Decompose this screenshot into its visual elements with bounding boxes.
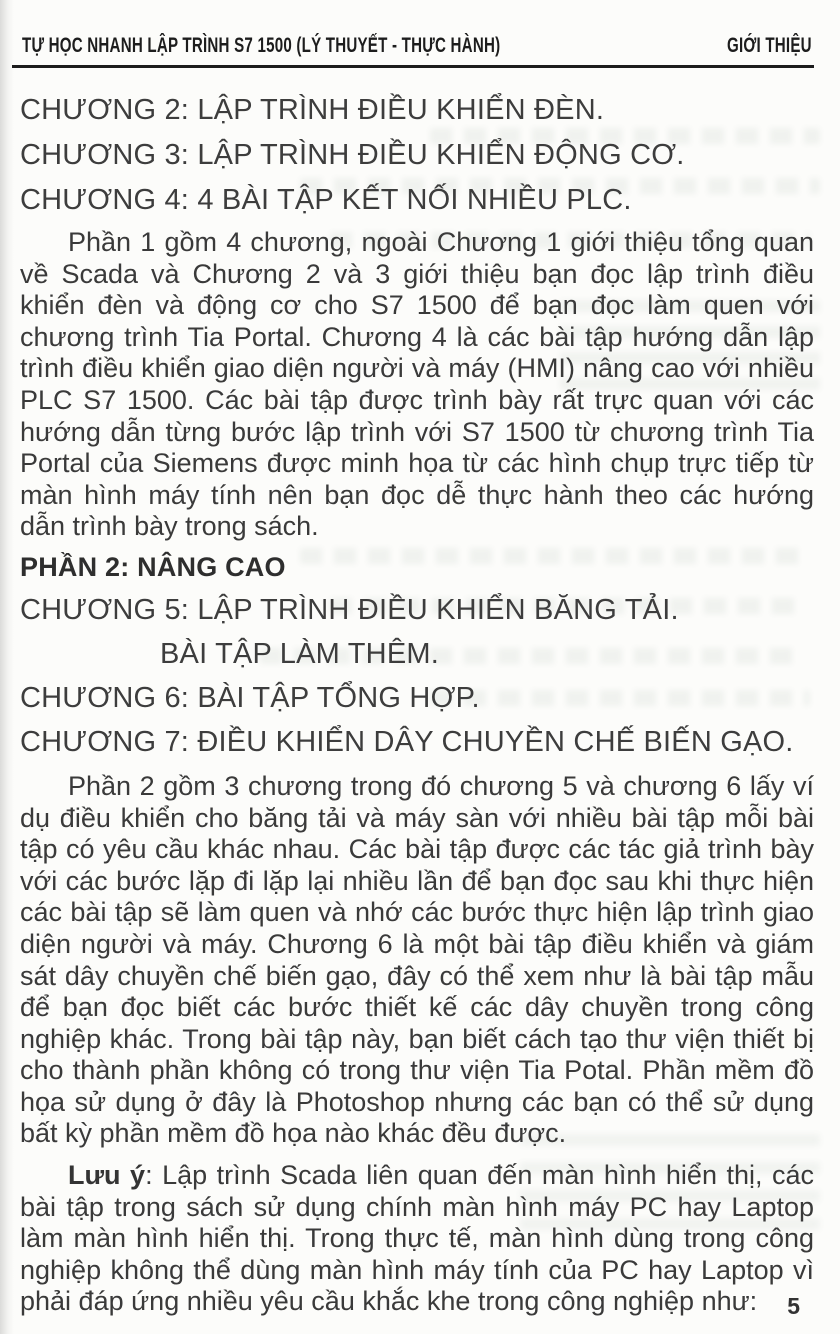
- page-header: [20, 34, 814, 68]
- part2-summary-paragraph: Phần 2 gồm 3 chương trong đó chương 5 và chương 6 lấy ví dụ điều khiển cho băng tải và máy sàn với nhiều bài tập mỗi bài tập có yêu cầu khác nhau. Các bài tập được các tác giả trình bày với các bước lặp đi lặp lại nhiều lần để bạn đọc sau khi thực hiện các bài tập sẽ làm quen và nhớ các bước thực hiện lập trình giao diện người và máy. Chương 6 là một bài tập điều khiển và giám sát dây chuyền chế biến gạo, đây có thể xem như là bài tập mẫu để bạn đọc biết các bước thiết kế các dây chuyền trong công nghiệp khác. Trong bài tập này, bạn biết cách tạo thư viện thiết bị cho thành phần không có trong thư viện Tia Potal. Phần mềm đồ họa sử dụng ở đây là Photoshop nhưng các bạn có thể sử dụng bất kỳ phần mềm đồ họa nào khác đều được.: [20, 770, 814, 1149]
- running-head-row: [20, 34, 814, 65]
- scan-edge-shadow: [0, 0, 14, 1334]
- running-head-title: TỰ HỌC NHANH LẬP TRÌNH S7 1500 (LÝ THUYẾT - THỰC HÀNH): [22, 34, 501, 57]
- note-text: : Lập trình Scada liên quan đến màn hình hiển thị, các bài tập trong sách sử dụng chính màn hình máy PC hay Laptop làm màn hình hiển thị. Trong thực tế, màn hình dùng trong công nghiệp không thể dùng màn hình máy tính của PC hay Laptop vì phải đáp ứng nhiều yêu cầu khắc khe trong công nghiệp như:: [20, 1160, 814, 1317]
- page-number: 5: [787, 1293, 800, 1319]
- chapter-line-3: CHƯƠNG 3: LẬP TRÌNH ĐIỀU KHIỂN ĐỘNG CƠ.: [20, 139, 685, 171]
- chapter-line-5-extra: BÀI TẬP LÀM THÊM.: [160, 637, 439, 670]
- chapter-line-6: CHƯƠNG 6: BÀI TẬP TỔNG HỢP.: [20, 681, 480, 714]
- running-head-section: GIỚI THIỆU: [727, 34, 812, 57]
- chapter-line-4: CHƯƠNG 4: 4 BÀI TẬP KẾT NỐI NHIỀU PLC.: [20, 184, 632, 216]
- part2-chapter-list: [20, 588, 814, 764]
- chapter-line-5: CHƯƠNG 5: LẬP TRÌNH ĐIỀU KHIỂN BĂNG TẢI.: [20, 593, 679, 626]
- chapter-line-2: CHƯƠNG 2: LẬP TRÌNH ĐIỀU KHIỂN ĐÈN.: [20, 94, 605, 126]
- note-label: Lưu ý: [68, 1160, 146, 1191]
- part1-chapter-list: [20, 88, 814, 223]
- header-rule: [12, 65, 814, 68]
- note-paragraph: [20, 1160, 814, 1318]
- page-content: [20, 34, 814, 1318]
- part1-summary-paragraph: Phần 1 gồm 4 chương, ngoài Chương 1 giới thiệu tổng quan về Scada và Chương 2 và 3 giới thiệu bạn đọc lập trình điều khiển đèn và động cơ cho S7 1500 để bạn đọc làm quen với chương trình Tia Portal. Chương 4 là các bài tập hướng dẫn lập trình điều khiển giao diện người và máy (HMI) nâng cao với nhiều PLC S7 1500. Các bài tập được trình bày rất trực quan với các hướng dẫn từng bước lập trình với S7 1500 từ chương trình Tia Portal của Siemens được minh họa từ các hình chụp trực tiếp từ màn hình máy tính nên bạn đọc dễ thực hành theo các hướng dẫn trình bày trong sách.: [20, 227, 814, 542]
- chapter-line-7: CHƯƠNG 7: ĐIỀU KHIỂN DÂY CHUYỀN CHẾ BIẾN GẠO.: [20, 725, 794, 758]
- part2-heading: PHẦN 2: NÂNG CAO: [20, 551, 286, 582]
